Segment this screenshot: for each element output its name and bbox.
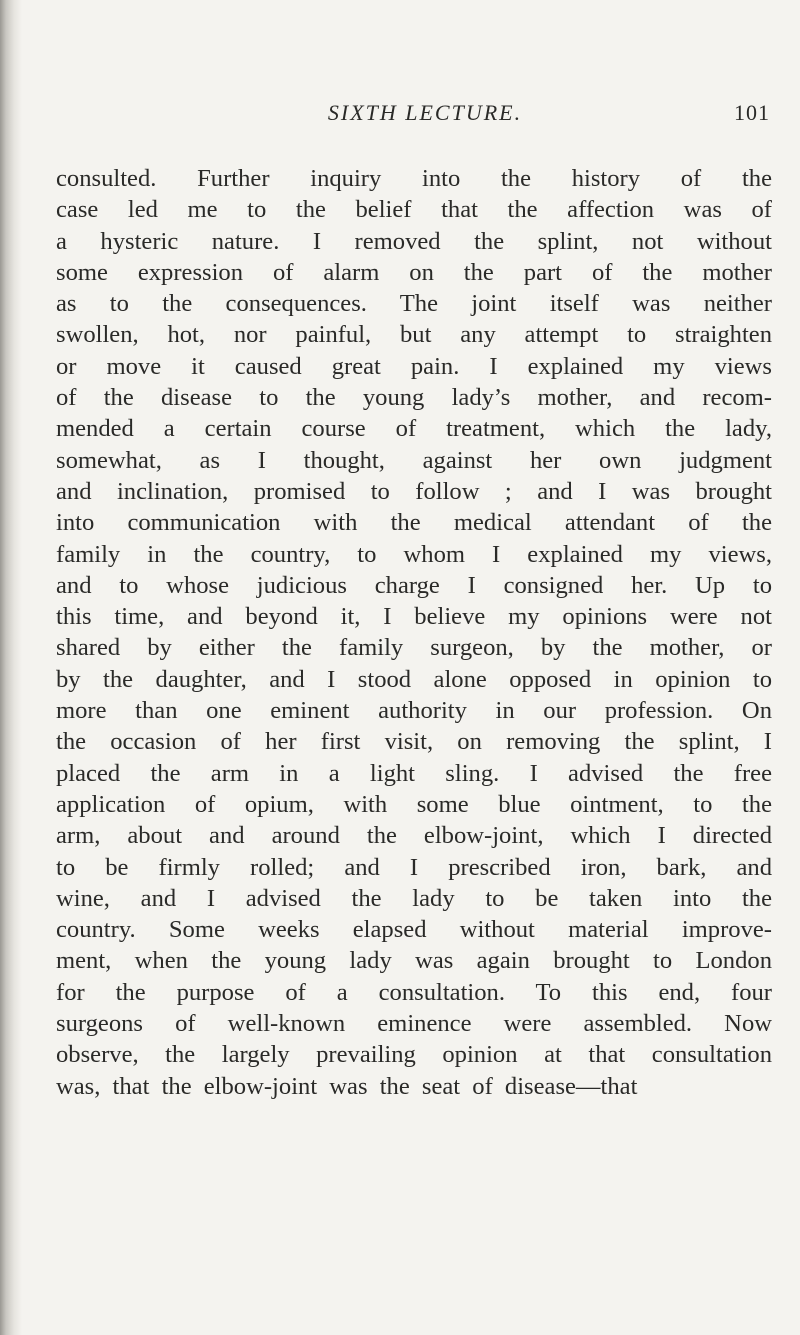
text-line: somewhat, as I thought, against her own judgment [56,446,772,474]
text-line: was, that the elbow-joint was the seat of disease—that [56,1072,638,1100]
text-line: surgeons of well-known eminence were assembled. Now [56,1010,772,1038]
text-line: ment, when the young lady was again brought to London [56,947,772,975]
text-line: family in the country, to whom I explained my views, [56,540,772,568]
text-line: into communication with the medical attendant of the [56,509,772,537]
text-line: as to the consequences. The joint itself was neither [56,290,772,318]
text-line: wine, and I advised the lady to be taken into the [56,884,772,912]
text-line: and inclination, promised to follow ; and I was brought [56,477,772,505]
text-line: swollen, hot, nor painful, but any attempt to straighten [56,321,772,349]
text-line: consulted. Further inquiry into the history of the [56,165,772,192]
text-line: of the disease to the young lady’s mother, and recom- [56,384,772,412]
text-line: a hysteric nature. I removed the splint, not without [56,227,772,255]
text-line: the occasion of her first visit, on removing the splint, I [56,728,772,756]
text-line: shared by either the family surgeon, by the mother, or [56,634,772,662]
body-text [56,163,772,1102]
text-line: or move it caused great pain. I explained my views [56,352,772,380]
text-line: this time, and beyond it, I believe my opinions were not [56,603,772,631]
running-head [80,100,770,132]
page-number: 101 [734,100,770,125]
text-line: arm, about and around the elbow-joint, which I directed [56,822,772,850]
text-line: more than one eminent authority in our profession. On [56,697,772,725]
text-line: observe, the largely prevailing opinion at that consultation [56,1041,772,1069]
text-line: for the purpose of a consultation. To this end, four [56,978,772,1006]
text-line: mended a certain course of treatment, which the lady, [56,415,772,443]
text-line: application of opium, with some blue ointment, to the [56,790,772,818]
text-line: to be firmly rolled; and I prescribed iron, bark, and [56,853,772,881]
text-line: country. Some weeks elapsed without material improve- [56,916,772,944]
text-line: case led me to the belief that the affection was of [56,196,772,224]
text-line: and to whose judicious charge I consigned her. Up to [56,571,772,599]
text-line: placed the arm in a light sling. I advised the free [56,759,772,787]
running-title: SIXTH LECTURE. [327,100,523,125]
text-line: by the daughter, and I stood alone opposed in opinion to [56,665,772,693]
text-line: some expression of alarm on the part of the mother [56,258,772,286]
